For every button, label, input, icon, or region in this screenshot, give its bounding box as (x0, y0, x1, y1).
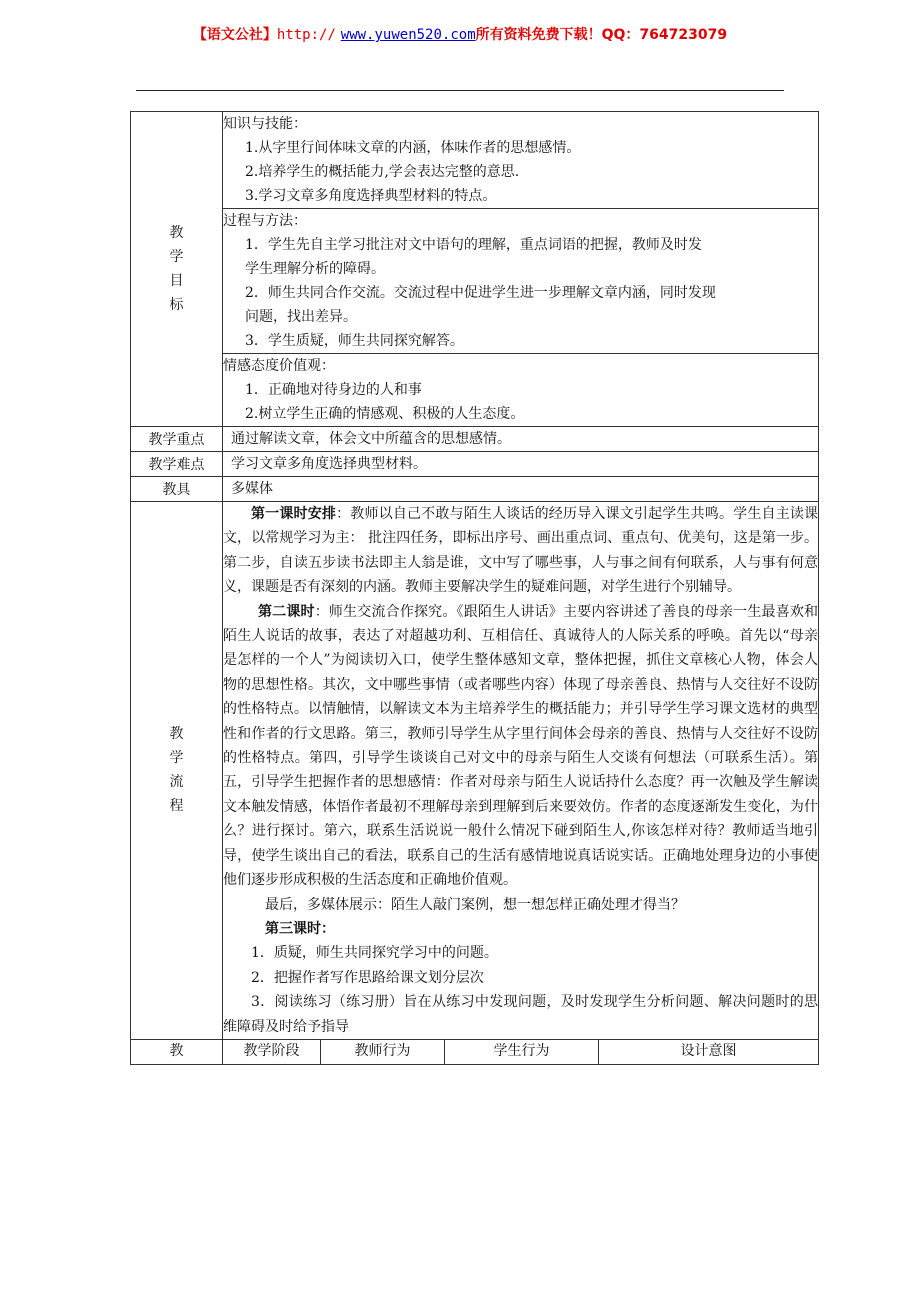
stage-header-row (131, 1039, 819, 1064)
header-divider (136, 90, 784, 91)
key-point-value: 通过解读文章，体会文中所蕴含的思想感情。 (223, 427, 819, 452)
knowledge-skills-cell (223, 112, 819, 209)
student-header: 学生行为 (445, 1039, 599, 1064)
lesson2-paragraph (223, 600, 818, 893)
lesson2-title: 第二课时 (258, 603, 315, 620)
brand-text: 【语文公社】 (192, 27, 277, 43)
process-item-cont: 问题，找出差异。 (245, 309, 357, 325)
http-prefix: http:// (276, 27, 336, 43)
process-item-cont: 学生理解分析的障碍。 (245, 261, 385, 277)
bottom-label: 教 (131, 1039, 223, 1064)
emotion-item: 1．正确地对待身边的人和事 (245, 382, 422, 398)
slogan-text: 所有资料免费下载！QQ：764723079 (475, 27, 728, 43)
lesson3-item: 2．把握作者写作思路给课文划分层次 (251, 969, 484, 986)
lesson3-title: 第三课时： (265, 920, 335, 937)
objectives-process-row (131, 209, 819, 354)
lesson3-item: 1．质疑，师生共同探究学习中的问题。 (251, 945, 498, 962)
process-item: 2．师生共同合作交流。交流过程中促进学生进一步理解文章内涵，同时发现 (245, 285, 716, 301)
knowledge-item: 1.从字里行间体味文章的内涵，体味作者的思想感情。 (245, 140, 581, 156)
emotion-title: 情感态度价值观： (223, 358, 335, 374)
difficulty-label: 教学难点 (131, 452, 223, 477)
flow-row (131, 502, 819, 1040)
key-point-row (131, 427, 819, 452)
multimedia-paragraph: 最后，多媒体展示：陌生人敲门案例，想一想怎样正确处理才得当？ (265, 896, 685, 913)
flow-label: 教 学 流 程 (131, 502, 223, 1040)
knowledge-item: 2.培养学生的概括能力,学会表达完整的意思. (245, 164, 520, 180)
knowledge-item: 3.学习文章多角度选择典型材料的特点。 (245, 188, 497, 204)
difficulty-row (131, 452, 819, 477)
emotion-values-cell (223, 354, 819, 427)
lesson2-text: ：师生交流合作探究。《跟陌生人讲话》主要内容讲述了善良的母亲一生最喜欢和陌生人说话的故事，表达了对超越功利、互相信任、真诚待人的人际关系的呼唤。首先以“母亲是怎样的一个人”为阅读切入口，使学生整体感知文章，整体把握，抓住文章核心人物，体会人物的思想性格。其次，文中哪些事情（或者哪些内容）体现了母亲善良、热情与人交往好不设防的性格特点。以情触情，以解读文本为主培养学生的概括能力；并引导学生学习课文选材的典型性和作者的行文思路。第三，教师引导学生从字里行间体会母亲的善良、热情与人交往好不设防的性格特点。第四，引导学生谈谈自己对文中的母亲与陌生人交谈有何想法（可联系生活）。第五，引导学生把握作者的思想感情：作者对母亲与陌生人说话持什么态度？再一次触及学生解读文本触发情感，体悟作者最初不理解母亲到理解到后来要效仿。作者的态度逐渐发生变化，为什么？进行探讨。第六，联系生活说说一般什么情况下碰到陌生人,你该怎样对待？教师适当地引导，使学生谈出自己的看法，联系自己的生活有感情地说真话说实话。正确地处理身边的小事使他们逐步形成积极的生活态度和正确地价值观。 (223, 603, 819, 889)
lesson-plan-table (130, 111, 819, 1065)
lesson3-title-line (223, 917, 818, 941)
difficulty-value: 学习文章多角度选择典型材料。 (223, 452, 819, 477)
process-methods-cell (223, 209, 819, 354)
page-header (0, 24, 920, 44)
lesson1-paragraph (223, 502, 818, 600)
site-link[interactable]: www.yuwen520.com (340, 27, 476, 43)
flow-content (223, 502, 819, 1040)
objectives-label: 教 学 目 标 (131, 112, 223, 427)
stage-header: 教学阶段 (223, 1039, 321, 1064)
tools-value: 多媒体 (223, 477, 819, 502)
tools-label: 教具 (131, 477, 223, 502)
tools-row (131, 477, 819, 502)
key-point-label: 教学重点 (131, 427, 223, 452)
process-item: 3．学生质疑，师生共同探究解答。 (245, 333, 464, 349)
process-item: 1．学生先自主学习批注对文中语句的理解，重点词语的把握，教师及时发 (245, 237, 702, 253)
objectives-emotion-row (131, 354, 819, 427)
lesson1-text: ：教师以自己不敢与陌生人谈话的经历导入课文引起学生共鸣。学生自主读课文，以常规学习为主： 批注四任务，即标出序号、画出重点词、重点句、优美句，这是第一步。第二步，自读五步读书法即主人翁是谁，文中写了哪些事，人与事之间有何联系，人与事有何意义，课题是否有深刻的内涵。教师主要解决学生的疑难问题，对学生进行个别辅导。 (223, 506, 819, 596)
lesson3-item: 3．阅读练习（练习册）旨在从练习中发现问题，及时发现学生分析问题、解决问题时的思维障碍及时给予指导 (223, 994, 819, 1035)
intent-header: 设计意图 (599, 1039, 819, 1064)
knowledge-title: 知识与技能： (223, 116, 307, 132)
process-title: 过程与方法： (223, 213, 307, 229)
objectives-knowledge-row (131, 112, 819, 209)
lesson1-title: 第一课时安排 (251, 506, 337, 522)
teacher-header: 教师行为 (321, 1039, 445, 1064)
emotion-item: 2.树立学生正确的情感观、积极的人生态度。 (245, 406, 525, 422)
